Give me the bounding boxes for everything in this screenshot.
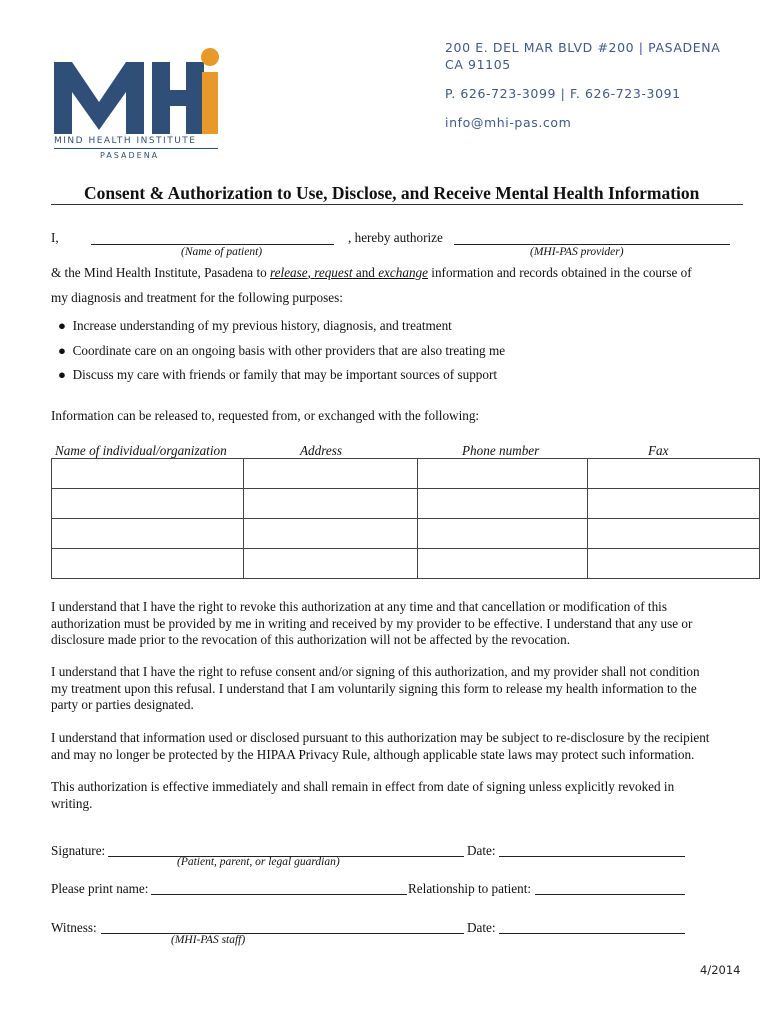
table-cell[interactable] [52, 459, 244, 489]
provider-name-field[interactable] [454, 230, 730, 245]
authorization-line-2: my diagnosis and treatment for the following purposes: [51, 290, 343, 305]
table-row [52, 549, 760, 579]
witness-date-field[interactable] [499, 920, 685, 934]
authorization-line-1 [51, 265, 692, 282]
table-cell[interactable] [588, 549, 760, 579]
witness-label: Witness: [51, 920, 97, 935]
auth-request: request [314, 265, 353, 280]
para-line: I understand that I have the right to refuse consent and/or signing of this authorization, and my provider shall not condition [51, 664, 700, 679]
address-line-2: CA 91105 [445, 57, 511, 72]
email-link[interactable]: info@mhi-pas.com [445, 115, 572, 130]
para-line: I understand that information used or disclosed pursuant to this authorization may be subject to re-disclosure by the recipient [51, 730, 710, 745]
table-cell[interactable] [52, 519, 244, 549]
print-name-label: Please print name: [51, 881, 149, 896]
para-line: I understand that I have the right to revoke this authorization at any time and that cancellation or modification of this [51, 599, 667, 614]
auth-and: and [352, 265, 379, 280]
table-cell[interactable] [52, 489, 244, 519]
table-cell[interactable] [243, 489, 418, 519]
auth-pre: & the Mind Health Institute, Pasadena to [51, 265, 271, 280]
effective-paragraph [51, 779, 766, 812]
hereby-authorize-label: , hereby authorize [348, 230, 443, 245]
auth-comma: , [307, 265, 315, 280]
phone-fax: P. 626-723-3099 | F. 626-723-3091 [445, 86, 681, 101]
para-line: disclosure made prior to the revocation of this authorization will not be affected by the revocation. [51, 632, 571, 647]
bullet-icon: ● [58, 342, 66, 358]
recipients-table [51, 458, 760, 579]
purpose-item [58, 318, 505, 343]
para-line: writing. [51, 795, 93, 811]
para-line: party or parties designated. [51, 697, 194, 712]
auth-release: release [270, 265, 308, 280]
para-line: authorization must be provided by me in writing and received by my provider to be effective. I understand that any use or [51, 615, 693, 631]
table-cell[interactable] [588, 519, 760, 549]
logo-city: PASADENA [100, 151, 160, 160]
witness-caption: (MHI-PAS staff) [171, 934, 246, 946]
para-line: my treatment upon this refusal. I understand that I am voluntarily signing this form to release my health information to the [51, 680, 697, 696]
col-header-fax: Fax [648, 443, 669, 458]
table-cell[interactable] [418, 549, 588, 579]
table-row [52, 519, 760, 549]
table-cell[interactable] [418, 519, 588, 549]
para-line: and may no longer be protected by the HIPAA Privacy Rule, although applicable state laws may protect such information. [51, 746, 695, 762]
table-cell[interactable] [243, 459, 418, 489]
witness-date-label: Date: [467, 920, 496, 935]
relationship-label: Relationship to patient: [408, 881, 532, 896]
purpose-item [58, 343, 505, 368]
bullet-icon: ● [58, 318, 66, 333]
title-divider [51, 204, 743, 205]
table-cell[interactable] [418, 459, 588, 489]
signature-caption: (Patient, parent, or legal guardian) [177, 856, 340, 868]
table-cell[interactable] [243, 549, 418, 579]
auth-post: information and records obtained in the course of [428, 265, 692, 280]
table-cell[interactable] [418, 489, 588, 519]
revoke-paragraph [51, 599, 766, 649]
table-cell[interactable] [588, 489, 760, 519]
table-cell[interactable] [588, 459, 760, 489]
address-block [445, 39, 765, 131]
signature-field[interactable] [108, 843, 464, 857]
signature-date-field[interactable] [499, 843, 685, 857]
auth-exchange: exchange [378, 265, 428, 280]
form-title: Consent & Authorization to Use, Disclose, and Receive Mental Health Information [84, 183, 700, 203]
redisclosure-paragraph [51, 730, 766, 763]
print-name-field[interactable] [151, 881, 407, 895]
patient-name-field[interactable] [91, 230, 334, 245]
signature-label: Signature: [51, 843, 106, 858]
provider-caption: (MHI-PAS provider) [530, 246, 624, 258]
col-header-address: Address [300, 443, 343, 458]
logo-divider [54, 148, 218, 149]
col-header-name: Name of individual/organization [55, 443, 227, 458]
patient-name-caption: (Name of patient) [181, 246, 263, 258]
i-label: I, [51, 230, 59, 245]
witness-field[interactable] [101, 920, 464, 934]
address-line-1: 200 E. DEL MAR BLVD #200 | PASADENA [445, 40, 721, 55]
table-row [52, 489, 760, 519]
relationship-field[interactable] [535, 881, 685, 895]
bullet-icon: ● [58, 367, 66, 382]
col-header-phone: Phone number [462, 443, 540, 458]
info-intro: Information can be released to, requested from, or exchanged with the following: [51, 408, 480, 423]
purposes-list [58, 318, 505, 392]
logo [52, 44, 222, 166]
purpose-item [58, 367, 505, 392]
refuse-paragraph [51, 664, 766, 714]
purpose-text: Increase understanding of my previous history, diagnosis, and treatment [72, 318, 452, 333]
table-row [52, 459, 760, 489]
signature-date-label: Date: [467, 843, 496, 858]
para-line: This authorization is effective immediately and shall remain in effect from date of signing unless explicitly revoked in [51, 779, 675, 794]
table-cell[interactable] [243, 519, 418, 549]
table-cell[interactable] [52, 549, 244, 579]
purpose-text: Discuss my care with friends or family that may be important sources of support [72, 367, 498, 382]
footer-date: 4/2014 [700, 963, 741, 977]
logo-institute-name: MIND HEALTH INSTITUTE [54, 136, 197, 146]
mhi-logo-graphic [52, 44, 222, 144]
purpose-text: Coordinate care on an ongoing basis with other providers that are also treating me [72, 342, 506, 358]
